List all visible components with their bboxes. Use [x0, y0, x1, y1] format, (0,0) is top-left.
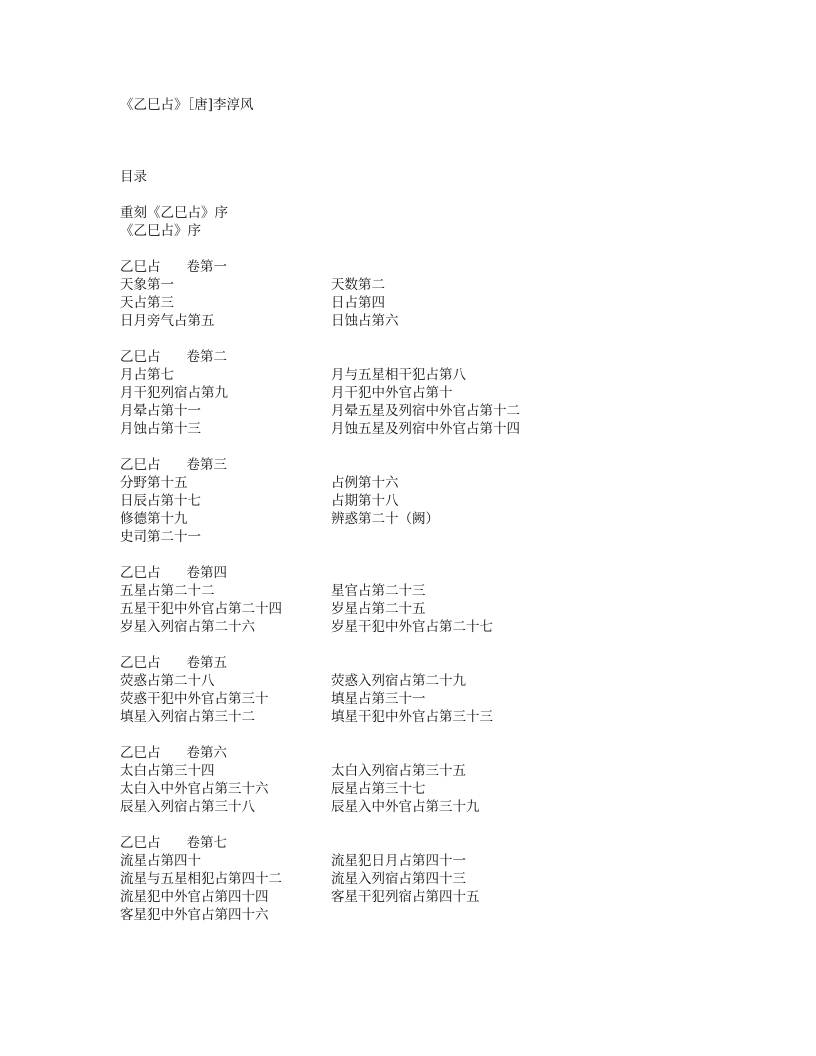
section-volume: 卷第三	[186, 457, 227, 473]
toc-entry: 客星犯中外官占第四十六	[120, 907, 269, 923]
section-book: 乙巳占	[120, 565, 161, 581]
section-book: 乙巳占	[120, 745, 161, 761]
toc-section	[120, 348, 720, 438]
toc-entry: 月蚀五星及列宿中外官占第十四	[331, 421, 520, 437]
section-volume: 卷第六	[186, 745, 227, 761]
section-volume: 卷第四	[186, 565, 227, 581]
toc-entry: 星官占第二十三	[331, 583, 426, 599]
toc-entry: 流星犯中外官占第四十四	[120, 889, 269, 905]
toc-entry: 月干犯列宿占第九	[120, 385, 228, 401]
toc-entry: 占期第十八	[331, 493, 399, 509]
toc-entry: 月干犯中外官占第十	[331, 385, 453, 401]
toc-row	[120, 582, 720, 600]
toc-row	[120, 762, 720, 780]
section-book: 乙巳占	[120, 349, 161, 365]
toc-entry: 月晕占第十一	[120, 403, 201, 419]
toc-preface-1: 重刻《乙巳占》序	[120, 205, 228, 221]
toc-entry: 流星占第四十	[120, 853, 201, 869]
toc-entry: 日蚀占第六	[331, 313, 399, 329]
toc-row	[120, 708, 720, 726]
toc-entry: 月晕五星及列宿中外官占第十二	[331, 403, 520, 419]
toc-preface-2: 《乙巳占》序	[120, 223, 201, 239]
toc-entry: 天数第二	[331, 277, 385, 293]
section-book: 乙巳占	[120, 457, 161, 473]
section-volume: 卷第五	[186, 655, 227, 671]
toc-row	[120, 888, 720, 906]
toc-row	[120, 870, 720, 888]
section-volume: 卷第七	[186, 835, 227, 851]
toc-entry: 分野第十五	[120, 475, 188, 491]
toc-row	[120, 510, 720, 528]
toc-row	[120, 402, 720, 420]
toc-row	[120, 312, 720, 330]
toc-row	[120, 366, 720, 384]
toc-entry: 流星与五星相犯占第四十二	[120, 871, 282, 887]
section-book: 乙巳占	[120, 835, 161, 851]
toc-row	[120, 600, 720, 618]
toc-entry: 太白入列宿占第三十五	[331, 763, 466, 779]
toc-row	[120, 618, 720, 636]
toc-entry: 填星占第三十一	[331, 691, 426, 707]
document-title: 《乙巳占》［唐]李淳风	[120, 97, 254, 113]
toc-sections	[120, 240, 720, 924]
toc-entry: 流星入列宿占第四十三	[331, 871, 466, 887]
section-heading	[120, 258, 720, 276]
toc-row	[120, 780, 720, 798]
toc-entry: 日月旁气占第五	[120, 313, 215, 329]
toc-section	[120, 654, 720, 726]
toc-entry: 太白入中外官占第三十六	[120, 781, 269, 797]
section-heading	[120, 834, 720, 852]
toc-row	[120, 852, 720, 870]
toc-entry: 岁星占第二十五	[331, 601, 426, 617]
toc-entry: 辰星占第三十七	[331, 781, 426, 797]
toc-row	[120, 528, 720, 546]
toc-row	[120, 492, 720, 510]
toc-entry: 日辰占第十七	[120, 493, 201, 509]
toc-entry: 占例第十六	[331, 475, 399, 491]
section-book: 乙巳占	[120, 259, 161, 275]
toc-entry: 荧惑干犯中外官占第三十	[120, 691, 269, 707]
toc-entry: 客星干犯列宿占第四十五	[331, 889, 480, 905]
toc-entry: 辨惑第二十（阙）	[331, 511, 439, 527]
toc-section	[120, 834, 720, 924]
toc-row	[120, 384, 720, 402]
toc-entry: 天象第一	[120, 277, 174, 293]
toc-heading: 目录	[120, 169, 147, 185]
toc-entry: 五星干犯中外官占第二十四	[120, 601, 282, 617]
toc-row	[120, 420, 720, 438]
toc-row	[120, 294, 720, 312]
toc-entry: 填星干犯中外官占第三十三	[331, 709, 493, 725]
toc-row	[120, 690, 720, 708]
toc-entry: 岁星入列宿占第二十六	[120, 619, 255, 635]
section-heading	[120, 654, 720, 672]
toc-section	[120, 258, 720, 330]
toc-entry: 岁星干犯中外官占第二十七	[331, 619, 493, 635]
toc-entry: 日占第四	[331, 295, 385, 311]
toc-entry: 月蚀占第十三	[120, 421, 201, 437]
toc-entry: 修德第十九	[120, 511, 188, 527]
section-heading	[120, 348, 720, 366]
toc-row	[120, 276, 720, 294]
toc-row	[120, 798, 720, 816]
section-volume: 卷第一	[186, 259, 227, 275]
document-page	[120, 96, 720, 924]
toc-entry: 荧惑占第二十八	[120, 673, 215, 689]
toc-entry: 月占第七	[120, 367, 174, 383]
toc-entry: 月与五星相干犯占第八	[331, 367, 466, 383]
section-heading	[120, 744, 720, 762]
section-heading	[120, 456, 720, 474]
toc-entry: 太白占第三十四	[120, 763, 215, 779]
toc-row	[120, 672, 720, 690]
section-heading	[120, 564, 720, 582]
toc-entry: 辰星入列宿占第三十八	[120, 799, 255, 815]
toc-entry: 辰星入中外官占第三十九	[331, 799, 480, 815]
toc-entry: 天占第三	[120, 295, 174, 311]
toc-section	[120, 456, 720, 546]
toc-entry: 史司第二十一	[120, 529, 201, 545]
toc-section	[120, 744, 720, 816]
section-book: 乙巳占	[120, 655, 161, 671]
toc-row	[120, 906, 720, 924]
toc-section	[120, 564, 720, 636]
toc-entry: 填星入列宿占第三十二	[120, 709, 255, 725]
toc-entry: 五星占第二十二	[120, 583, 215, 599]
section-volume: 卷第二	[186, 349, 227, 365]
toc-entry: 荧惑入列宿占第二十九	[331, 673, 466, 689]
toc-row	[120, 474, 720, 492]
toc-entry: 流星犯日月占第四十一	[331, 853, 466, 869]
